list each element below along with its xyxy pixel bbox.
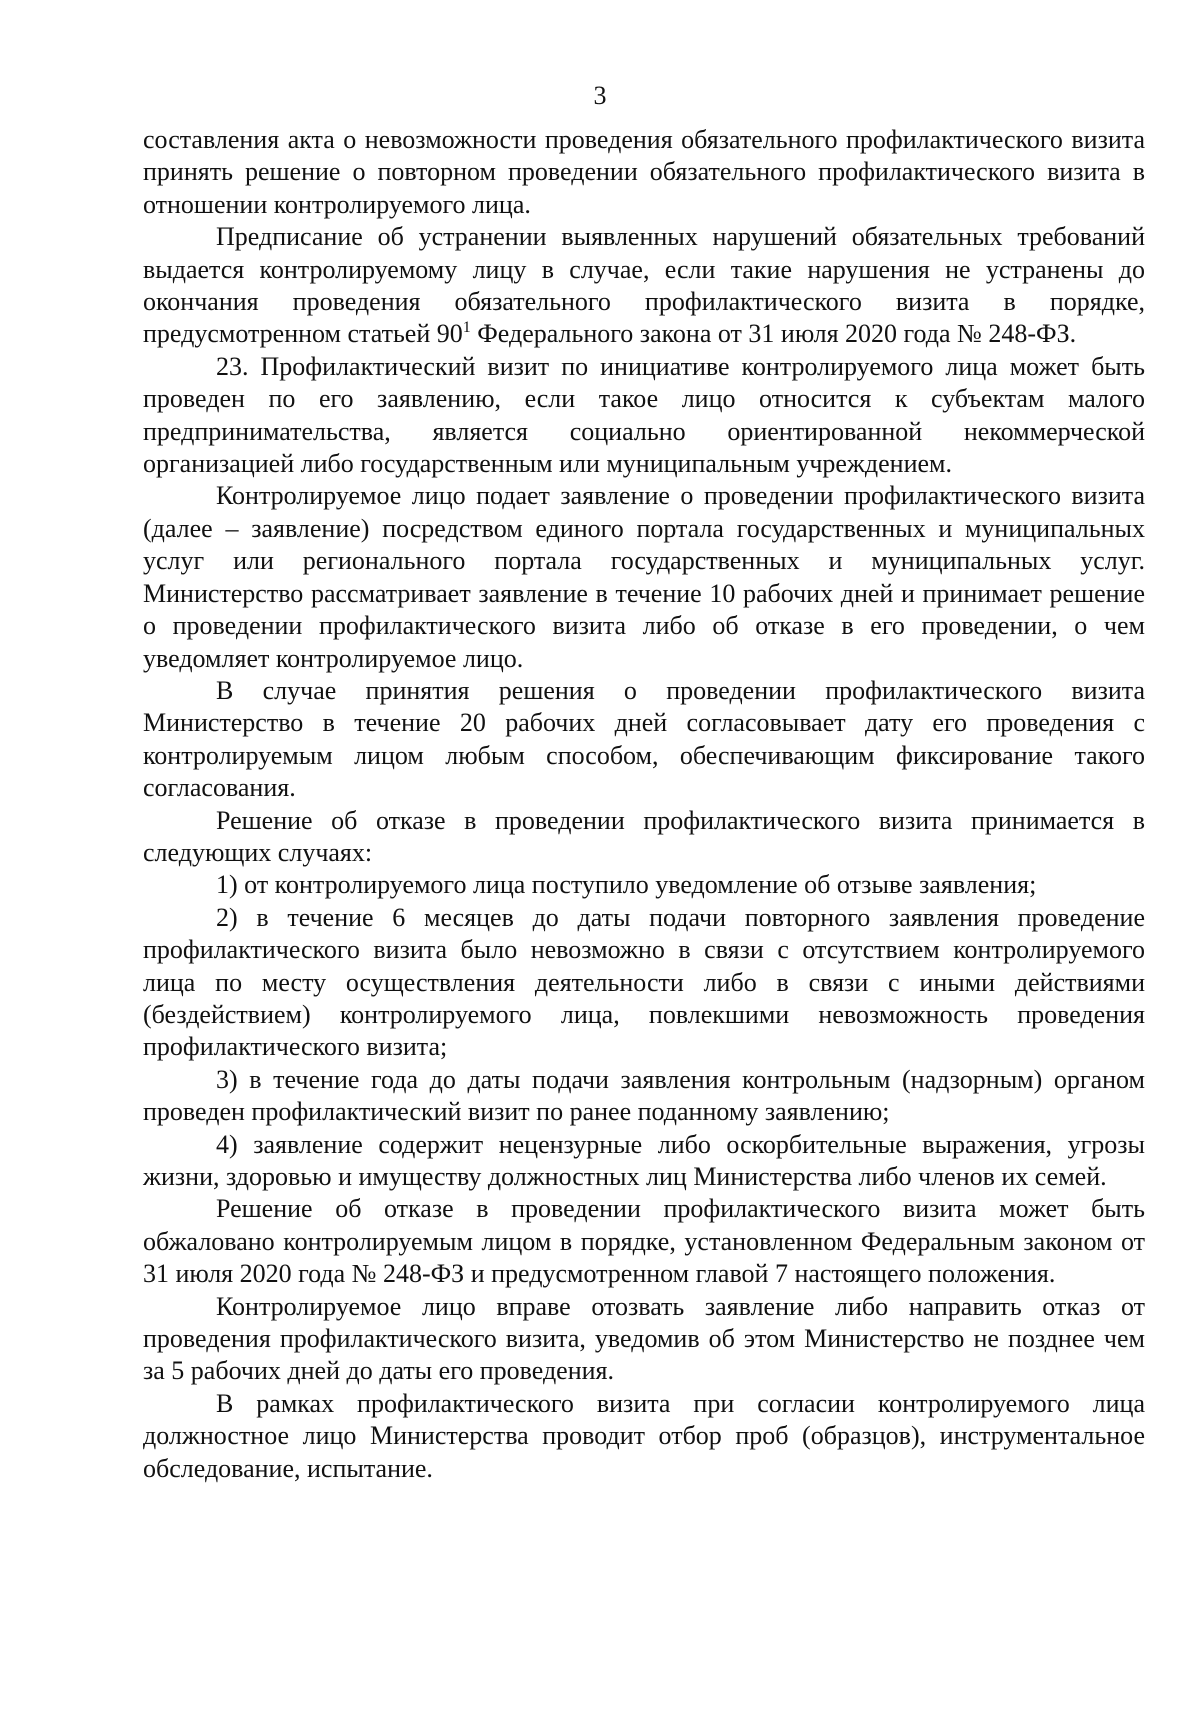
paragraph-3: 23. Профилактический визит по инициативе контролируемого лица может быть проведен по его заявлению, если такое лицо относится к субъектам малого предпринимательства, является социально ориентированной некоммерческой организацией либо государственным или муниципальным учреждением. — [143, 351, 1145, 479]
paragraph-7: Решение об отказе в проведении профилактического визита может быть обжаловано контролируемым лицом в порядке, установленном Федеральным законом от 31 июля 2020 года № 248-ФЗ и предусмотренном главой 7 настоящего положения. — [143, 1194, 1145, 1289]
paragraph-8: Контролируемое лицо вправе отозвать заявление либо направить отказ от проведения профилактического визита, уведомив об этом Министерство не позднее чем за 5 рабочих дней до даты его проведения. — [143, 1291, 1145, 1386]
page-number: 3 — [593, 81, 607, 110]
document-body — [143, 124, 1145, 1485]
paragraph-5: В случае принятия решения о проведении профилактического визита Министерство в течение 20 рабочих дней согласовывает дату его проведения с контролируемым лицом любым способом, обеспечивающим фиксирование такого согласования. — [143, 675, 1145, 803]
paragraph-4: Контролируемое лицо подает заявление о проведении профилактического визита (далее – заявление) посредством единого портала государственных и муниципальных услуг или регионального портала государственных и муниципальных услуг. Министерство рассматривает заявление в течение 10 рабочих дней и принимает решение о проведении профилактического визита либо об отказе в его проведении, о чем уведомляет контролируемое лицо. — [143, 481, 1145, 673]
list-item-2: 2) в течение 6 месяцев до даты подачи повторного заявления проведение профилактического визита было невозможно в связи с отсутствием контролируемого лица по месту осуществления деятельности либо в связи с иными действиями (бездействием) контролируемого лица, повлекшими невозможность проведения профилактического визита; — [143, 902, 1145, 1062]
footnote-superscript: 1 — [462, 319, 471, 337]
list-item-1: 1) от контролируемого лица поступило уведомление об отзыве заявления; — [216, 870, 1037, 900]
paragraph-6: Решение об отказе в проведении профилактического визита принимается в следующих случаях: — [143, 805, 1145, 867]
paragraph-9: В рамках профилактического визита при согласии контролируемого лица должностное лицо Министерства проводит отбор проб (образцов), инструментальное обследование, испытание. — [143, 1388, 1145, 1483]
paragraph-1: составления акта о невозможности проведения обязательного профилактического визита принять решение о повторном проведении обязательного профилактического визита в отношении контролируемого лица. — [143, 125, 1145, 219]
list-item-4: 4) заявление содержит нецензурные либо оскорбительные выражения, угрозы жизни, здоровью и имуществу должностных лиц Министерства либо членов их семей. — [143, 1129, 1145, 1191]
paragraph-2 — [143, 221, 1145, 351]
paragraph-2-tail: Федерального закона от 31 июля 2020 года № 248-ФЗ. — [470, 319, 1077, 349]
paragraph-2-text: Предписание об устранении выявленных нарушений обязательных требований выдается контролируемому лицу в случае, если такие нарушения не устранены до окончания проведения обязательного профилактического визита в порядке, предусмотренном статьей 90 — [143, 222, 1145, 349]
list-item-3: 3) в течение года до даты подачи заявления контрольным (надзорным) органом проведен профилактический визит по ранее поданному заявлению; — [143, 1064, 1145, 1127]
